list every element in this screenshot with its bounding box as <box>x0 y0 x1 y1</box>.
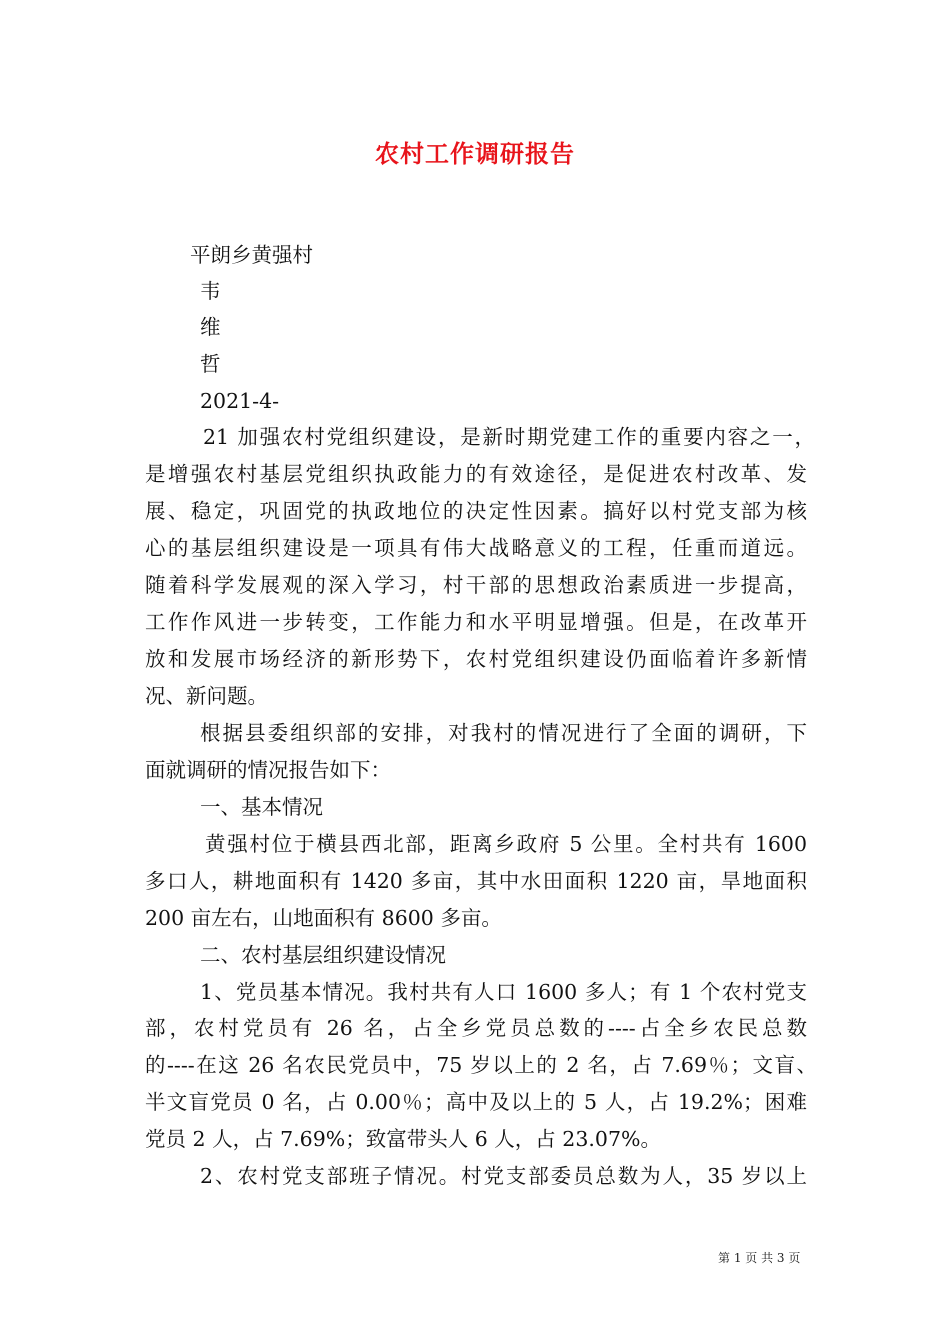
text-line: 200 亩左右，山地面积有 8600 多亩。 <box>145 906 502 930</box>
text-line: 多口人，耕地面积有 1420 多亩，其中水田面积 1220 亩，旱地面积 <box>145 869 807 893</box>
section-heading: 二、农村基层组织建设情况 <box>200 943 446 967</box>
text-line: 是增强农村基层党组织执政能力的有效途径，是促进农村改革、发 <box>145 462 807 486</box>
location-line: 平朗乡黄强村 <box>190 243 313 267</box>
text-line: 的----在这 26 名农民党员中，75 岁以上的 2 名，占 7.69％；文盲、 <box>145 1053 817 1077</box>
author-char: 韦 <box>200 279 221 303</box>
text-line: 随着科学发展观的深入学习，村干部的思想政治素质进一步提高， <box>145 573 807 597</box>
document-title: 农村工作调研报告 <box>375 139 575 168</box>
text-line: 黄强村位于横县西北部，距离乡政府 5 公里。全村共有 1600 <box>205 832 807 856</box>
page-number: 第 1 页 共 3 页 <box>718 1251 801 1265</box>
section-heading: 一、基本情况 <box>200 795 323 819</box>
text-line: 况、新问题。 <box>145 684 268 708</box>
author-char: 维 <box>200 315 221 339</box>
date-line: 2021-4- <box>200 389 280 413</box>
text-line: 工作作风进一步转变，工作能力和水平明显增强。但是，在改革开 <box>145 610 807 634</box>
text-line: 半文盲党员 0 名，占 0.00％；高中及以上的 5 人，占 19.2%；困难 <box>145 1090 807 1114</box>
author-char: 哲 <box>200 352 221 376</box>
text-line: 党员 2 人，占 7.69%；致富带头人 6 人，占 23.07%。 <box>145 1127 661 1151</box>
text-line: 1、党员基本情况。我村共有人口 1600 多人；有 1 个农村党支 <box>200 980 807 1004</box>
text-line: 放和发展市场经济的新形势下，农村党组织建设仍面临着许多新情 <box>145 647 807 671</box>
text-line: 心的基层组织建设是一项具有伟大战略意义的工程，任重而道远。 <box>145 536 807 560</box>
text-line: 2、农村党支部班子情况。村党支部委员总数为人，35 岁以上 <box>200 1164 807 1188</box>
text-line: 部，农村党员有 26 名，占全乡党员总数的----占全乡农民总数 <box>145 1016 807 1040</box>
text-line: 展、稳定，巩固党的执政地位的决定性因素。搞好以村党支部为核 <box>145 499 807 523</box>
text-line: 面就调研的情况报告如下： <box>145 758 391 782</box>
text-line: 21 加强农村党组织建设，是新时期党建工作的重要内容之一， <box>203 425 815 449</box>
text-line: 根据县委组织部的安排，对我村的情况进行了全面的调研，下 <box>200 721 807 745</box>
